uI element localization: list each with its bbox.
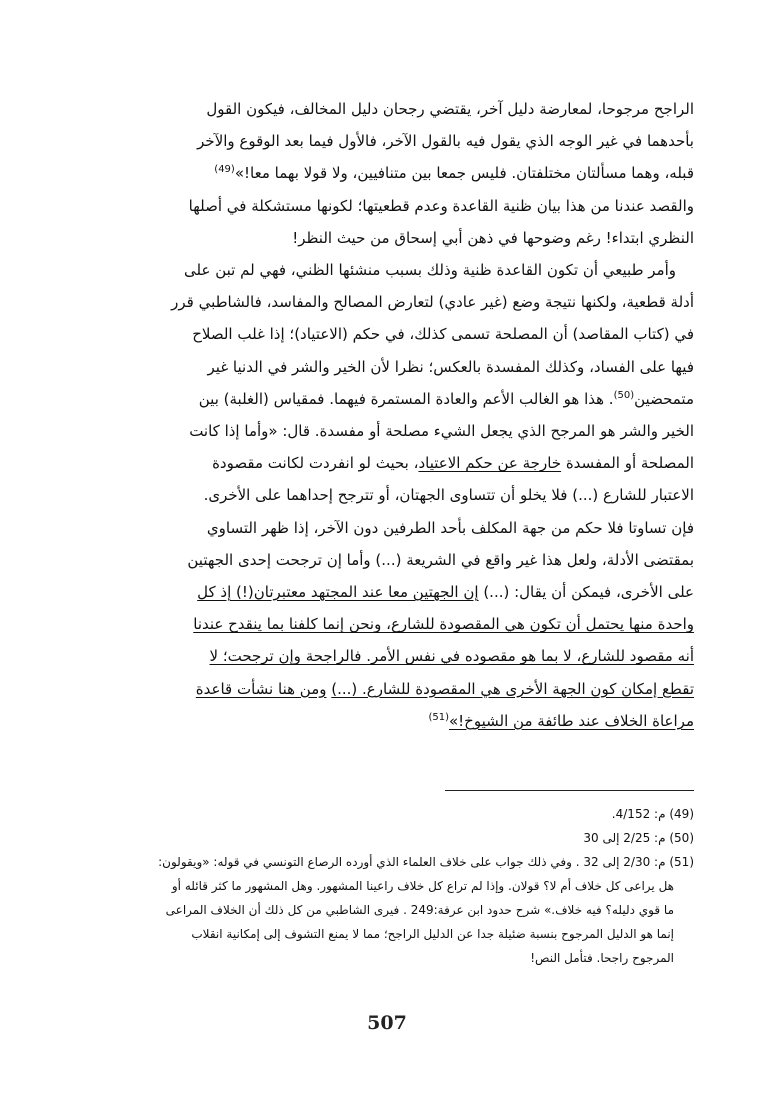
text-line: فيها على الفساد، وكذلك المفسدة بالعكس؛ نظرا لأن الخير والشر في الدنيا غير bbox=[207, 357, 694, 376]
text-line: فإن تساوتا فلا حكم من جهة المكلف بأحد الطرفين دون الآخر، إذا ظهر التساوي bbox=[206, 518, 694, 537]
footnote-divider bbox=[445, 790, 694, 791]
underlined-line: واحدة منها يحتمل أن تكون هي المقصودة للشارع، ونحن إنما كلفنا بما ينقدح عندنا bbox=[193, 615, 694, 634]
text-line: الراجح مرجوحا، لمعارضة دليل آخر، يقتضي رجحان دليل المخالف، فيكون القول bbox=[206, 100, 694, 118]
text-line: النظري ابتداء! رغم وضوحها في ذهن أبي إسحاق من حيث النظر! bbox=[292, 228, 694, 247]
text-line: قبله، وهما مسألتان مختلفتان. فليس جمعا بين متنافيين، ولا قولا بهما معا!»$^{(49)}$ bbox=[214, 164, 694, 183]
footnote-ref[interactable]: (51) bbox=[428, 711, 449, 723]
text-line: بمقتضى الأدلة، ولعل هذا غير واقع في الشريعة (...) وأما إن ترجحت إحدى الجهتين bbox=[187, 550, 694, 569]
main-text bbox=[104, 93, 694, 737]
text-line: على الأخرى، فيمكن أن يقال: (...) إن الجهتين معا عند المجتهد معتبرتان(!) إذ كل bbox=[197, 583, 694, 602]
footnote-number: (50) bbox=[669, 831, 694, 845]
page-number: 507 bbox=[367, 1012, 407, 1034]
footnotes bbox=[104, 802, 694, 970]
footnote-text: م: 2/25 إلى 30 bbox=[583, 831, 666, 845]
text-line: الخير والشر هو المرجح الذي يجعل الشيء مصلحة أو مفسدة. قال: «وأما إذا كانت bbox=[189, 422, 694, 441]
footnote-continuation: المرجوح راجحا. فتأمل النص! bbox=[530, 951, 674, 965]
text-line bbox=[104, 705, 694, 737]
text-line: أدلة قطعية، ولكنها نتيجة وضع (غير عادي) لتعارض المصالح والمفاسد، فالشاطبي قرر bbox=[171, 293, 694, 312]
text-line: الاعتبار للشارع (...) فلا يخلو أن تتساوى الجهتان، أو تترجح إحداهما على الأخرى. bbox=[203, 486, 694, 505]
footnote bbox=[104, 802, 694, 826]
text-line: بأحدهما في غير الوجه الذي يقول فيه بالقول الآخر، فالأول فيما بعد الوقوع والآخر bbox=[197, 132, 694, 151]
text-line bbox=[104, 673, 694, 705]
text-line: المصلحة أو المفسدة خارجة عن حكم الاعتياد، بحيث لو انفردت لكانت مقصودة bbox=[212, 454, 694, 473]
text-line: في (كتاب المقاصد) أن المصلحة تسمى كذلك، في حكم (الاعتياد)؛ إذا غلب الصلاح bbox=[192, 325, 694, 344]
footnote-continuation: ما قوي دليله؟ فيه خلاف.» شرح حدود ابن عرفة:249 . فيرى الشاطبي من كل ذلك أن الخلاف المراعى bbox=[165, 903, 674, 917]
footnote-number: (51) bbox=[669, 855, 694, 869]
text-line: والقصد عندنا من هذا بيان ظنية القاعدة وعدم قطعيتها؛ لكونها مستشكلة في أصلها bbox=[188, 196, 694, 215]
footnote-text: م: 2/30 إلى 32 . وفي ذلك جواب على خلاف العلماء الذي أورده الرصاع التونسي في قوله: «ويقولون: bbox=[158, 855, 666, 869]
footnote-continuation: إنما هو الدليل المرجوح بنسبة ضئيلة جدا عن الدليل الراجح؛ مما لا يمنع التشوف إلى إمكانية انقلاب bbox=[191, 927, 674, 941]
underlined-line: أنه مقصود للشارع، لا بما هو مقصوده في نفس الأمر. فالراجحة وإن ترجحت؛ لا bbox=[209, 647, 694, 666]
underlined-phrase: ومن هنا نشأت قاعدة bbox=[195, 679, 327, 698]
footnote-number: (49) bbox=[669, 807, 694, 821]
footnote-ref[interactable]: (50) bbox=[613, 389, 635, 401]
underlined-phrase: مراعاة الخلاف عند طائفة من الشيوخ!» bbox=[448, 711, 694, 730]
underlined-phrase: تقطع إمكان كون الجهة الأخرى هي المقصودة للشارع. (...) bbox=[331, 679, 694, 698]
underlined-phrase: إن الجهتين معا عند المجتهد معتبرتان(!) إذ كل bbox=[197, 583, 479, 602]
footnote bbox=[104, 850, 694, 874]
footnote-continuation: هل يراعى كل خلاف أم لا؟ قولان. وإذا لم تراع كل خلاف راعينا المشهور. وهل المشهور ما كثر قائله أو bbox=[171, 879, 674, 893]
text-line: متمحضين$^{(50)}$. هذا هو الغالب الأعم والعادة المستمرة فيهما. فمقياس (الغلبة) بين bbox=[198, 389, 694, 408]
footnote bbox=[104, 826, 694, 850]
footnote-text: م: 4/152. bbox=[611, 807, 666, 821]
underlined-phrase: خارجة عن حكم الاعتياد bbox=[418, 454, 562, 473]
footnote-ref[interactable]: (49) bbox=[214, 164, 235, 176]
text-line: وأمر طبيعي أن تكون القاعدة ظنية وذلك بسبب منشئها الظني، فهي لم تبن على bbox=[184, 261, 676, 280]
